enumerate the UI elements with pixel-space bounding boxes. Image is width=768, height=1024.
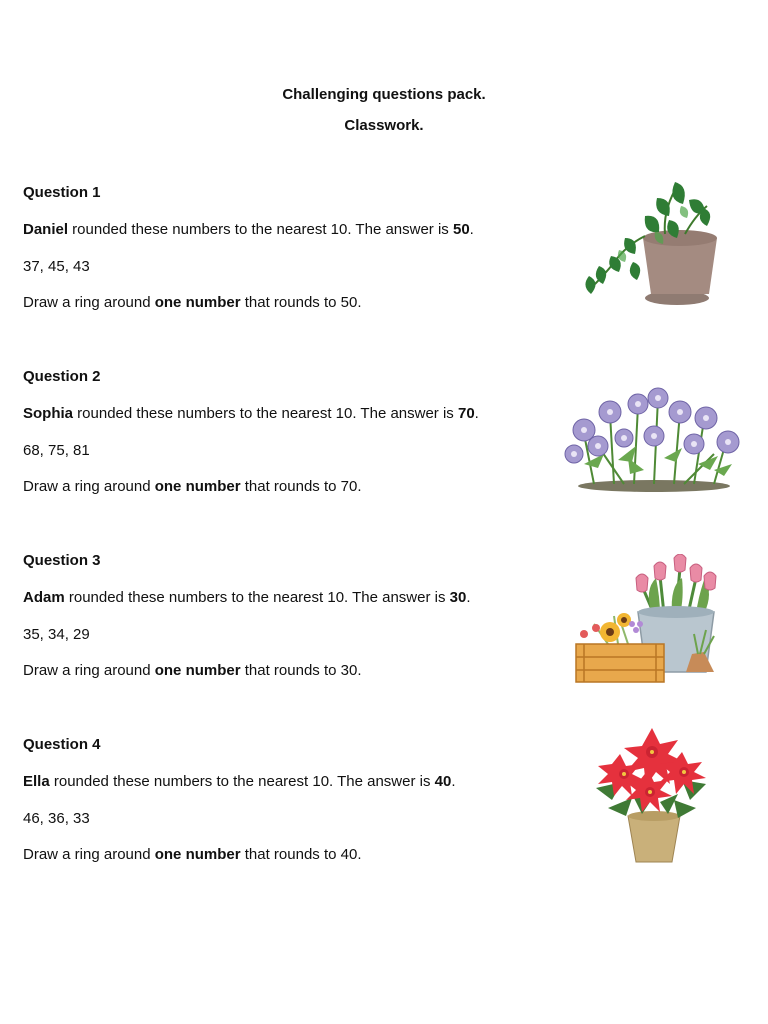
potted-ivy-plant-icon (585, 176, 725, 310)
student-name: Sophia (23, 405, 74, 422)
statement-end: . (451, 773, 456, 790)
question-statement (23, 589, 471, 606)
prompt-end: that rounds to 50. (240, 294, 362, 311)
student-name: Ella (23, 773, 50, 790)
number-options: 37, 45, 43 (23, 258, 90, 275)
number-options: 46, 36, 33 (23, 810, 90, 827)
answer-value: 30 (449, 589, 467, 606)
answer-value: 70 (457, 405, 475, 422)
number-options: 68, 75, 81 (23, 442, 90, 459)
red-poinsettia-pot-icon (588, 724, 716, 866)
page-title: Challenging questions pack. (282, 86, 486, 103)
prompt-start: Draw a ring around (23, 846, 155, 863)
number-options: 35, 34, 29 (23, 626, 90, 643)
prompt-bold: one number (154, 294, 241, 311)
prompt-bold: one number (154, 662, 241, 679)
prompt-end: that rounds to 30. (240, 662, 362, 679)
student-name: Daniel (23, 221, 69, 238)
statement-text: rounded these numbers to the nearest 10. The answer is (49, 773, 435, 790)
question-prompt (23, 294, 362, 311)
student-name: Adam (23, 589, 65, 606)
question-statement (23, 221, 474, 238)
statement-text: rounded these numbers to the nearest 10. The answer is (73, 405, 458, 422)
prompt-end: that rounds to 70. (240, 478, 362, 495)
prompt-start: Draw a ring around (23, 294, 155, 311)
statement-end: . (466, 589, 471, 606)
question-heading: Question 3 (23, 552, 101, 569)
prompt-start: Draw a ring around (23, 662, 155, 679)
statement-text: rounded these numbers to the nearest 10. The answer is (64, 589, 450, 606)
statement-text: rounded these numbers to the nearest 10. The answer is (68, 221, 453, 238)
question-statement (23, 773, 456, 790)
statement-end: . (474, 405, 479, 422)
statement-end: . (469, 221, 474, 238)
purple-flower-bush-icon (554, 384, 748, 494)
prompt-bold: one number (154, 478, 241, 495)
answer-value: 50 (452, 221, 470, 238)
question-prompt (23, 662, 362, 679)
question-heading: Question 2 (23, 368, 101, 385)
prompt-end: that rounds to 40. (240, 846, 362, 863)
page-subtitle: Classwork. (344, 117, 424, 134)
question-statement (23, 405, 479, 422)
prompt-start: Draw a ring around (23, 478, 155, 495)
question-heading: Question 4 (23, 736, 101, 753)
question-prompt (23, 846, 362, 863)
question-prompt (23, 478, 362, 495)
prompt-bold: one number (154, 846, 241, 863)
answer-value: 40 (434, 773, 452, 790)
tulip-bucket-and-crate-icon (568, 554, 738, 688)
question-heading: Question 1 (23, 184, 101, 201)
